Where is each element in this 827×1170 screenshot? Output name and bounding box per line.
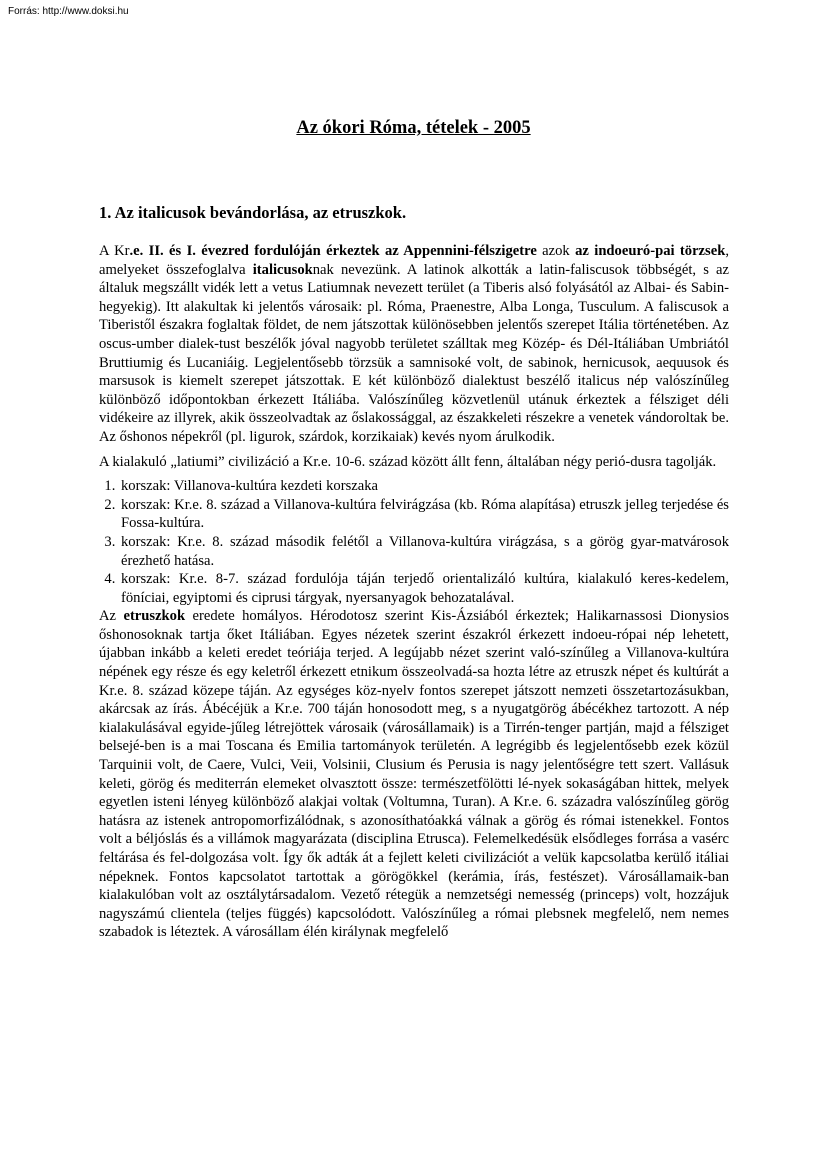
paragraph-italicusok xyxy=(99,242,729,447)
bold-text: italicusok xyxy=(252,261,313,278)
text-run: , amelyeket összefoglalva xyxy=(99,243,729,278)
bold-text: etruszkok xyxy=(123,608,186,625)
list-item: 1. korszak: Villanova-kultúra kezdeti korszaka xyxy=(119,477,729,496)
document-body xyxy=(99,242,729,942)
paragraph-latiumi: A kialakuló „latiumi” civilizáció a Kr.e. 10-6. század között állt fenn, általában négy perió-dusra tagolják. xyxy=(99,453,717,470)
bold-text: .e. II. és I. évezred fordulóján érkeztek az Appennini-félszigetre xyxy=(129,243,537,259)
source-label: Forrás: http://www.doksi.hu xyxy=(8,6,129,17)
text-run: eredete homályos. Hérodotosz szerint Kis-Ázsiából érkeztek; Halikarnassosi Dionysios őshonosoknak tartja őket Itáliában. Egyes nézetek szerint északról érkezett indoeu-rópai nép lehetett, újabban inkább a keleti eredet teóriája terjed. A legújabb nézet szerint való-színűleg a Villanova-kultúra népének egy része és egy keletről érkezett etnikum összeolvadá-sa hozta létre az etruszk népet és kultúrát a Kr.e. 8. század közepe táján. Az egységes köz-nyelv fontos szerepet játszott nemzeti összetartozásukban, akárcsak az írás. Ábécéjük a Kr.e. 700 táján honosodott meg, s a nyugatgörög ábécékhez tartozott. A nép kialakulásával egyide-jűleg létrejöttek városaik (városállamaik) is a Tirrén-tenger partján, majd a félsziget belsejé-ben is a mai Toscana és Emilia tartományok területén. A legrégibb és legjelentősebb ezek közül Tarquinii volt, de Caere, Vulci, Veii, Volsinii, Clusium és Perusia is nagy jelentőségre tett szert. Vallásuk keleti, görög és mediterrán elemeket olvasztott össze: természetfölötti lé-nyek sokaságában hittek, melyek egyetlen isteni lényeg különböző alakjai voltak (Voltumna, Turan). A Kr.e. 6. századra valószínűleg görög hatásra az istenek antropomorfizálódnak, s azonosíthatóakká válnak a görög és római istenekkel. Fontos volt a béljóslás és a villámok magyarázata (disciplina Etrusca). Felemelkedésük elsődleges forrása a vasérc feltárása és fel-dolgozása volt. Így ők adták át a fejlett keleti civilizációt a velük kapcsolatba kerülő itáliai népeknek. Fontos kapcsolatot tartottak a görögökkel (kerámia, írás, festészet). Városállamaik-ban kialakulóban volt az osztálytársadalom. Vezető rétegük a nemzetségi nemesség (princeps) volt, hozzájuk nagyszámú clientela (teljes függés) kapcsolódott. Valószínűleg a római plebsnek megfelelő, nem nemes szabadok is léteztek. A városállam élén királynak megfelelő xyxy=(99,608,729,941)
list-item: 2. korszak: Kr.e. 8. század a Villanova-kultúra felvirágzása (kb. Róma alapítása) etruszk jelleg terjedése és Fossa-kultúra. xyxy=(119,496,729,533)
document-title: Az ókori Róma, tételek - 2005 xyxy=(296,118,531,138)
text-run: azok xyxy=(536,243,576,259)
text-run: Az xyxy=(99,608,124,625)
section-heading: 1. Az italicusok bevándorlása, az etruszkok. xyxy=(99,203,407,222)
text-run: A Kr xyxy=(99,243,130,259)
text-run: nak nevezünk. A latinok alkották a latin-faliscusok többségét, s az általuk megszállt vidék lett a vetus Latiumnak nevezett terület (a Tiberis alsó folyásától az Albai- és Sabin-hegyekig). Itt alakultak ki jelentős városaik: pl. Róma, Praenestre, Alba Longa, Tusculum. A faliscusok a Tiberistől északra foglaltak földet, de nem játszottak különösebben jelentős szerepet Itália történetében. Az oscus-umber dialek-tust beszélők jóval nagyobb területet szálltak meg Közép- és Dél-Itáliában Umbriától Bruttiumig és Lucaniáig. Legjelentősebb törzsük a samnisoké volt, de sabinok, hernicusok, aequusok és marsusok is kiemelt szerepet játszottak. E két különböző dialektust beszélő italicus nép valószínűleg különböző időpontokban érkezett Itáliába. Valószínűleg közvetlenül utánuk érkeztek a félsziget déli vidékeire az illyrek, akik összeolvadtak az őslakossággal, az északkeleti részekre a venetek vándoroltak be. Az őshonos népekről (pl. ligurok, szárdok, korzikaiak) kevés nyom árulkodik. xyxy=(99,261,730,445)
list-item: 4. korszak: Kr.e. 8-7. század fordulója táján terjedő orientalizáló kultúra, kialakuló keres-kedelem, föníciai, egyiptomi és ciprusi tárgyak, nyersanyagok behozatalával. xyxy=(119,570,729,607)
period-list xyxy=(99,477,729,607)
paragraph-etruszkok xyxy=(99,607,729,942)
list-item: 3. korszak: Kr.e. 8. század második felétől a Villanova-kultúra virágzása, s a görög gyar-matvárosok érezhető hatása. xyxy=(119,533,729,570)
bold-text: az indoeuró-pai törzsek xyxy=(575,243,726,259)
